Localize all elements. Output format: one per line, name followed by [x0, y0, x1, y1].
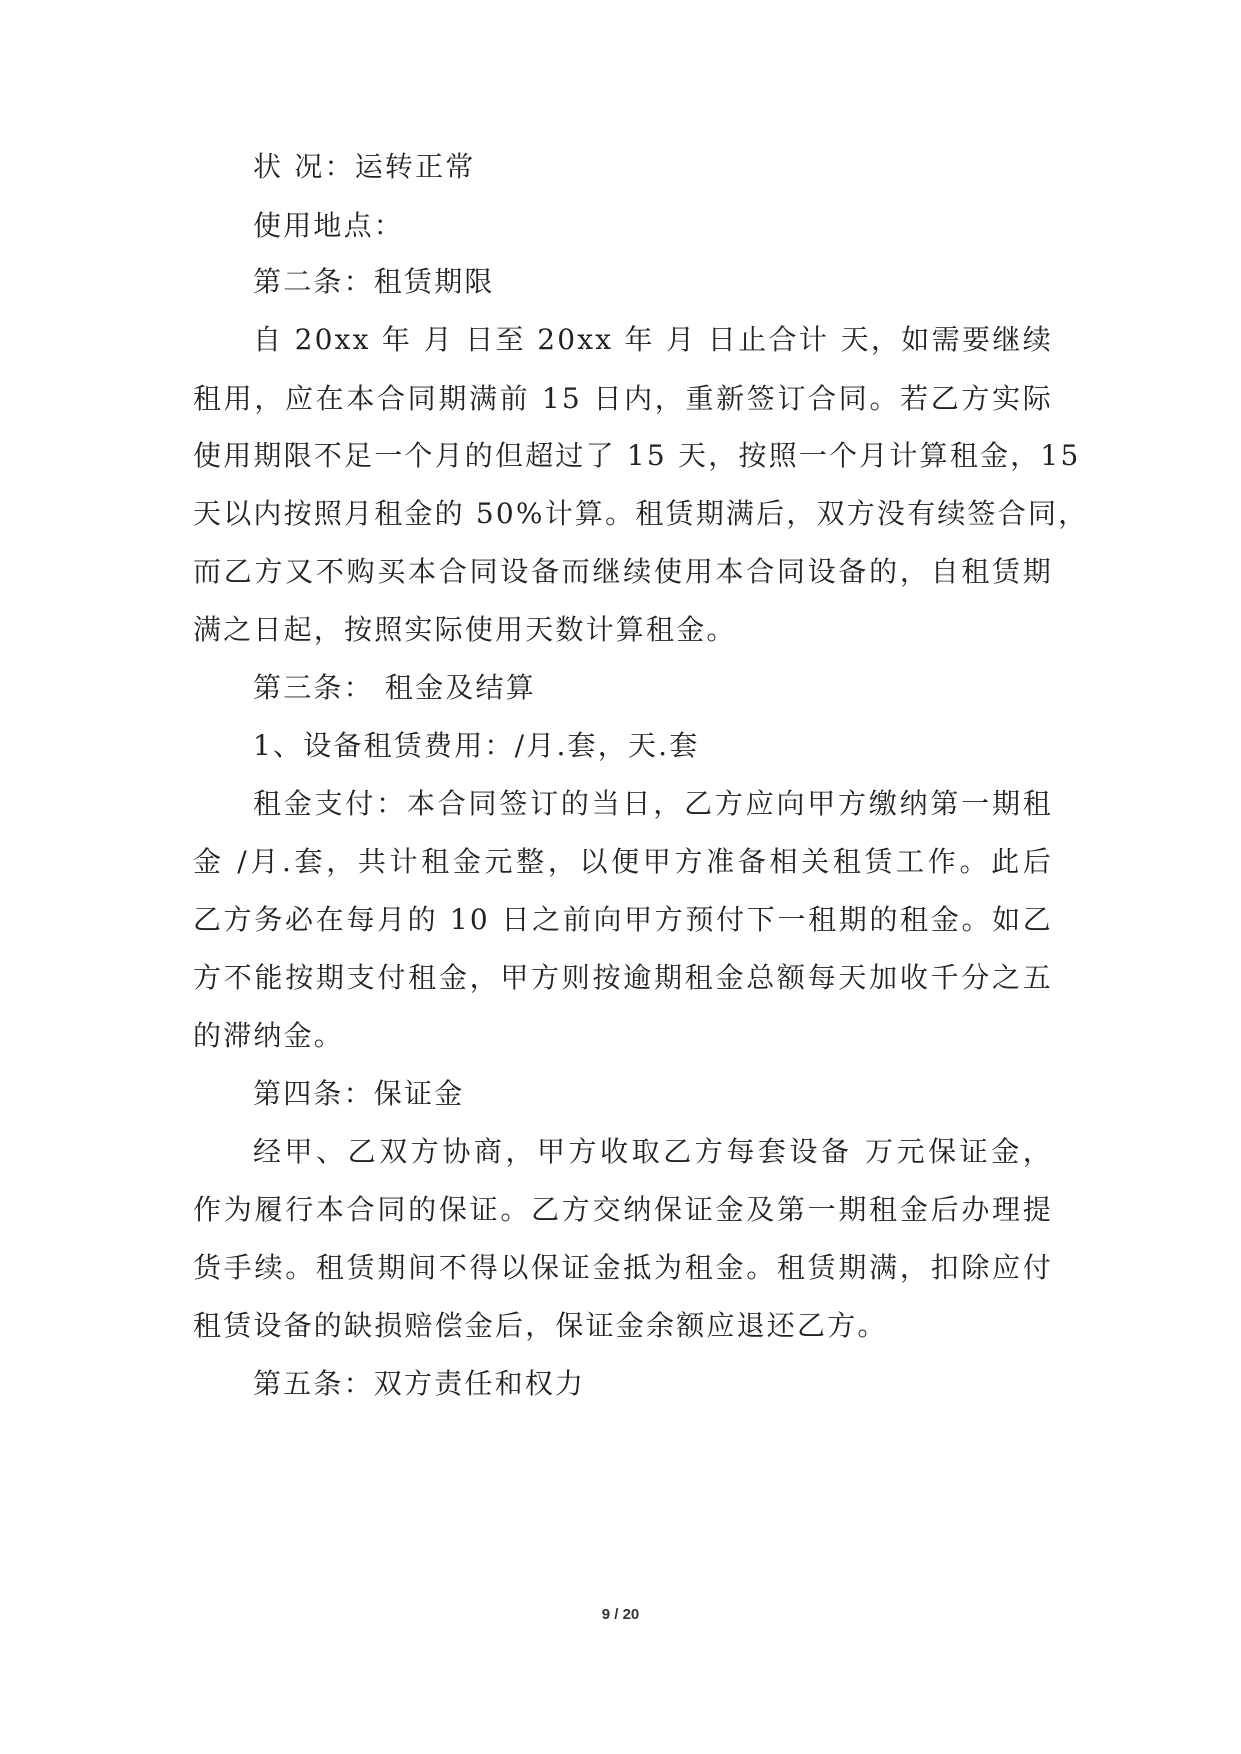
article-2-paragraph-line: 自 20xx 年 月 日至 20xx 年 月 日止合计 天，如需要继续 — [253, 323, 1053, 356]
page-number: 9 / 20 — [601, 1606, 640, 1623]
article-2-paragraph-line: 满之日起，按照实际使用天数计算租金。 — [193, 613, 737, 646]
article-2-paragraph-line: 天以内按照月租金的 50%计算。租赁期满后，双方没有续签合同， — [193, 497, 1089, 530]
rental-fee-line: 1、设备租赁费用：/月.套，天.套 — [253, 729, 700, 762]
location-line: 使用地点： — [253, 209, 405, 242]
article-5-heading: 第五条：双方责任和权力 — [253, 1367, 586, 1400]
article-2-paragraph-line: 租用，应在本合同期满前 15 日内，重新签订合同。若乙方实际 — [193, 382, 1053, 415]
deposit-paragraph-line: 货手续。租赁期间不得以保证金抵为租金。租赁期满，扣除应付 — [193, 1251, 1053, 1284]
article-2-heading: 第二条：租赁期限 — [253, 265, 495, 298]
article-2-paragraph-line: 而乙方又不购买本合同设备而继续使用本合同设备的，自租赁期 — [193, 555, 1053, 588]
payment-paragraph-line: 的滞纳金。 — [193, 1019, 345, 1052]
deposit-paragraph-line: 作为履行本合同的保证。乙方交纳保证金及第一期租金后办理提 — [193, 1193, 1053, 1226]
status-line: 状 况：运转正常 — [253, 150, 476, 183]
article-3-heading: 第三条： 租金及结算 — [253, 671, 536, 704]
payment-paragraph-line: 租金支付：本合同签订的当日，乙方应向甲方缴纳第一期租 — [253, 787, 1053, 820]
payment-paragraph-line: 方不能按期支付租金，甲方则按逾期租金总额每天加收千分之五 — [193, 961, 1053, 994]
deposit-paragraph-line: 租赁设备的缺损赔偿金后，保证金余额应退还乙方。 — [193, 1309, 888, 1342]
article-2-paragraph-line: 使用期限不足一个月的但超过了 15 天，按照一个月计算租金，15 — [193, 439, 1081, 472]
payment-paragraph-line: 金 /月.套，共计租金元整，以便甲方准备相关租赁工作。此后 — [193, 845, 1053, 878]
payment-paragraph-line: 乙方务必在每月的 10 日之前向甲方预付下一租期的租金。如乙 — [193, 903, 1053, 936]
deposit-paragraph-line: 经甲、乙双方协商，甲方收取乙方每套设备 万元保证金， — [253, 1135, 1053, 1168]
article-4-heading: 第四条：保证金 — [253, 1077, 465, 1110]
